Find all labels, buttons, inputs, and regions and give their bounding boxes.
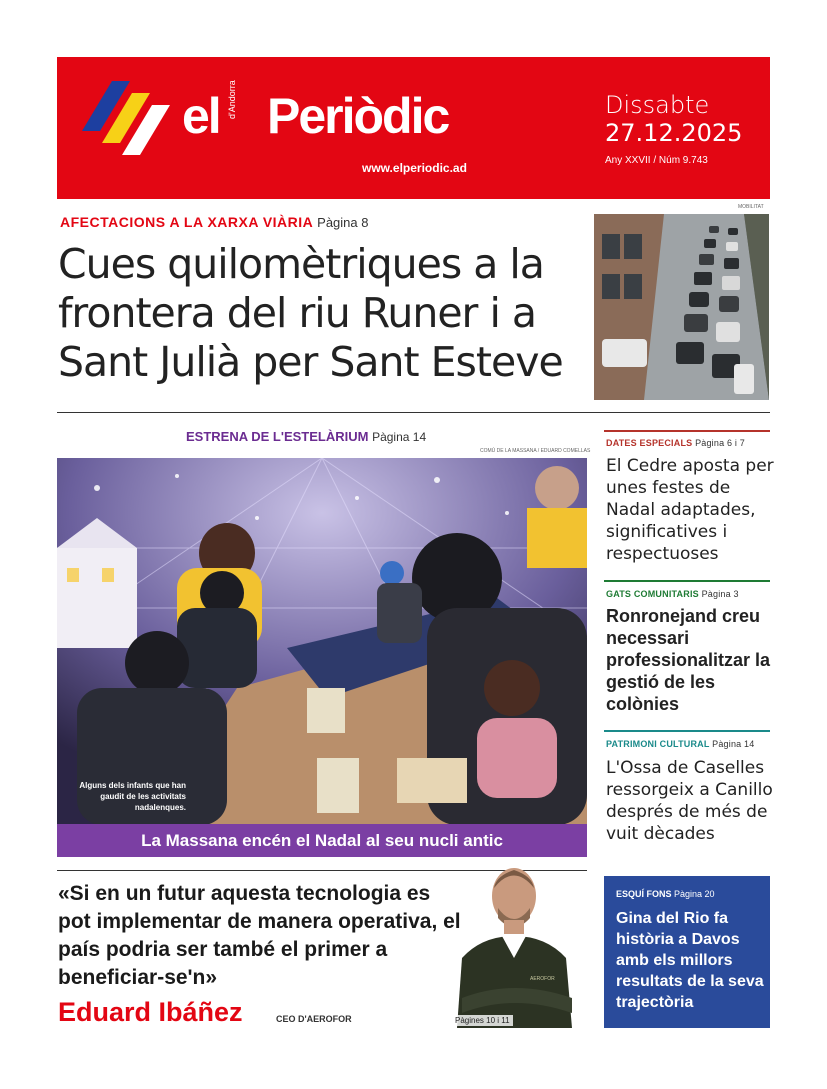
logo-el: el (182, 88, 220, 144)
sidebar-1-kicker (606, 438, 745, 448)
sidebar-2-headline[interactable]: Ronronejand creu necessari professionalitzar la gestió de les colònies (606, 606, 771, 714)
main-story-page: Pàgina 14 (372, 430, 427, 444)
sidebar-rule-2 (604, 580, 770, 582)
children-workshop-photo (57, 458, 587, 825)
interview-quote[interactable]: «Si en un futur aquesta tecnologia es pot implementar de manera operativa, el país podria ser també el primer a beneficiar-se'n» (58, 882, 461, 989)
sidebar-3-kicker (606, 739, 754, 749)
sports-section: ESQUÍ FONS (616, 889, 672, 899)
masthead (57, 57, 770, 199)
sidebar-rule-3 (604, 730, 770, 732)
sidebar-2-section: GATS COMUNITARIS (606, 589, 699, 599)
main-story-headline[interactable]: La Massana encén el Nadal al seu nucli antic (57, 824, 587, 857)
top-story-page: Pàgina 8 (317, 215, 369, 230)
site-url-link[interactable]: www.elperiodic.ad (362, 161, 467, 175)
issue-number: Any XXVII / Núm 9.743 (605, 155, 708, 166)
sidebar-1-section: DATES ESPECIALS (606, 438, 693, 448)
sports-headline[interactable]: Gina del Rio fa història a Davos amb els millors resultats de la seva trajectòria (616, 910, 764, 1011)
sidebar-2-page: Pàgina 3 (701, 589, 739, 599)
sidebar-3-section: PATRIMONI CULTURAL (606, 739, 710, 749)
sidebar-1-headline[interactable]: El Cedre aposta per unes festes de Nadal adaptades, significatives i respectuoses (606, 456, 774, 564)
main-photo-caption: Alguns dels infants que han gaudit de les activitats nadalenques. (79, 781, 186, 812)
quote-pages: Pàgines 10 i 11 (452, 1015, 513, 1026)
sports-promo-box[interactable] (604, 876, 770, 1028)
andorra-flag-logo-icon (82, 81, 172, 171)
sidebar-1-page: Pàgina 6 i 7 (695, 438, 745, 448)
svg-text:AEROFOR: AEROFOR (530, 976, 555, 982)
issue-date: 27.12.2025 (605, 119, 743, 147)
sidebar-3-page: Pàgina 14 (712, 739, 755, 749)
sports-page: Pàgina 20 (674, 889, 715, 899)
interviewee-role: CEO D'AEROFOR (276, 1014, 352, 1024)
issue-day: Dissabte (605, 91, 710, 119)
sidebar-3-headline[interactable]: L'Ossa de Caselles ressorgeix a Canillo després de més de vuit dècades (606, 758, 773, 844)
main-story-section: ESTRENA DE L'ESTELÀRIUM (186, 429, 369, 444)
section-divider (57, 412, 770, 413)
main-photo-credit: COMÚ DE LA MASSANA / EDUARD COMELLAS (480, 448, 591, 454)
sports-kicker (616, 889, 715, 899)
main-story-kicker (186, 429, 426, 444)
logo-subtitle: d'Andorra (227, 80, 237, 119)
top-photo-credit: MOBILITAT (738, 204, 764, 210)
sidebar-rule-1 (604, 430, 770, 432)
top-story-kicker (60, 214, 368, 230)
logo-name: Periòdic (267, 88, 449, 144)
interviewee-name: Eduard Ibáñez (58, 997, 243, 1027)
traffic-queue-photo (594, 214, 769, 400)
sidebar-2-kicker (606, 589, 739, 599)
top-story-section: AFECTACIONS A LA XARXA VIÀRIA (60, 214, 313, 230)
top-story-headline[interactable]: Cues quilomètriques a la frontera del riu Runer i a Sant Julià per Sant Esteve (58, 240, 563, 386)
